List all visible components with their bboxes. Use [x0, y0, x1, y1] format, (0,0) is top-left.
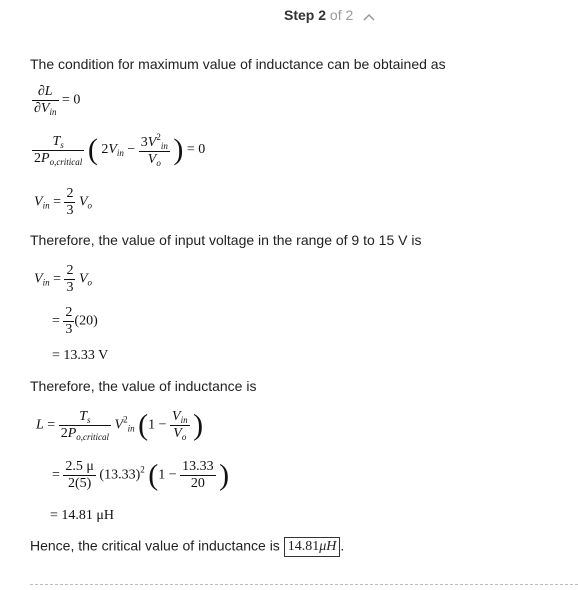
equation-derivative: $\frac{\partial L}{\partial V_{in}}$ = 0 — [34, 84, 81, 117]
vin-substituted: (13.33) — [99, 467, 141, 483]
answer-value: 14.81 — [287, 539, 320, 554]
step-label: Step 2 — [284, 7, 327, 23]
coef-denominator: 2(5) — [68, 476, 92, 491]
inductance-substituted: = $\frac{2.5 \mu}{2(5)}$ $(13.33)^2$ (1 − $\frac{13.33}{20}$ ) — [52, 458, 230, 492]
vin-result: = 13.33 V — [52, 348, 109, 363]
inductance-result: = 14.81 μH — [50, 508, 115, 523]
step-indicator — [284, 7, 375, 24]
vin-value: 20 — [79, 313, 94, 329]
chevron-up-icon[interactable] — [363, 8, 375, 24]
inductance-formula: L = $\frac{T_s}{2P_{o,critical}}$ $V^2_{in}$ (1 − $\frac{V_{in}}{V_o}$ ) — [36, 408, 204, 442]
ratio-denominator: 20 — [190, 476, 205, 491]
input-voltage-text: Therefore, the value of input voltage in the range of 9 to 15 V is — [30, 232, 422, 248]
coef-numerator: 2.5 μ — [65, 459, 94, 474]
section-divider — [30, 584, 578, 585]
step-total: 2 — [345, 7, 354, 23]
final-answer-text: Hence, the critical value of inductance is — [30, 537, 280, 554]
answer-unit: μH — [319, 539, 337, 554]
ratio-numerator: 13.33 — [182, 459, 214, 474]
condition-text: The condition for maximum value of inductance can be obtained as — [30, 56, 446, 72]
vin-step1: $V_{in}$ = $\frac{2}{3}$ $V_o$ — [34, 263, 93, 295]
equation-vin-relation: $V_{in}$ = $\frac{2}{3}$ $V_o$ — [34, 186, 93, 218]
inductance-text: Therefore, the value of inductance is — [30, 378, 257, 394]
eq1-rhs: = 0 — [62, 92, 81, 108]
final-answer-box — [284, 537, 341, 557]
final-answer-line: Hence, the critical value of inductance is 14.81μH . — [30, 537, 344, 557]
equation-expanded: $\frac{T_s}{2P_{o,critical}}$ ( $2V_{in}$ − $\frac{3V^2_{in}}{V_o}$ ) = 0 — [34, 132, 206, 168]
vin-step2: = $\frac{2}{3}$ (20) — [52, 305, 98, 337]
step-of-label: of — [329, 7, 342, 23]
eq2-rhs: = 0 — [186, 142, 206, 158]
